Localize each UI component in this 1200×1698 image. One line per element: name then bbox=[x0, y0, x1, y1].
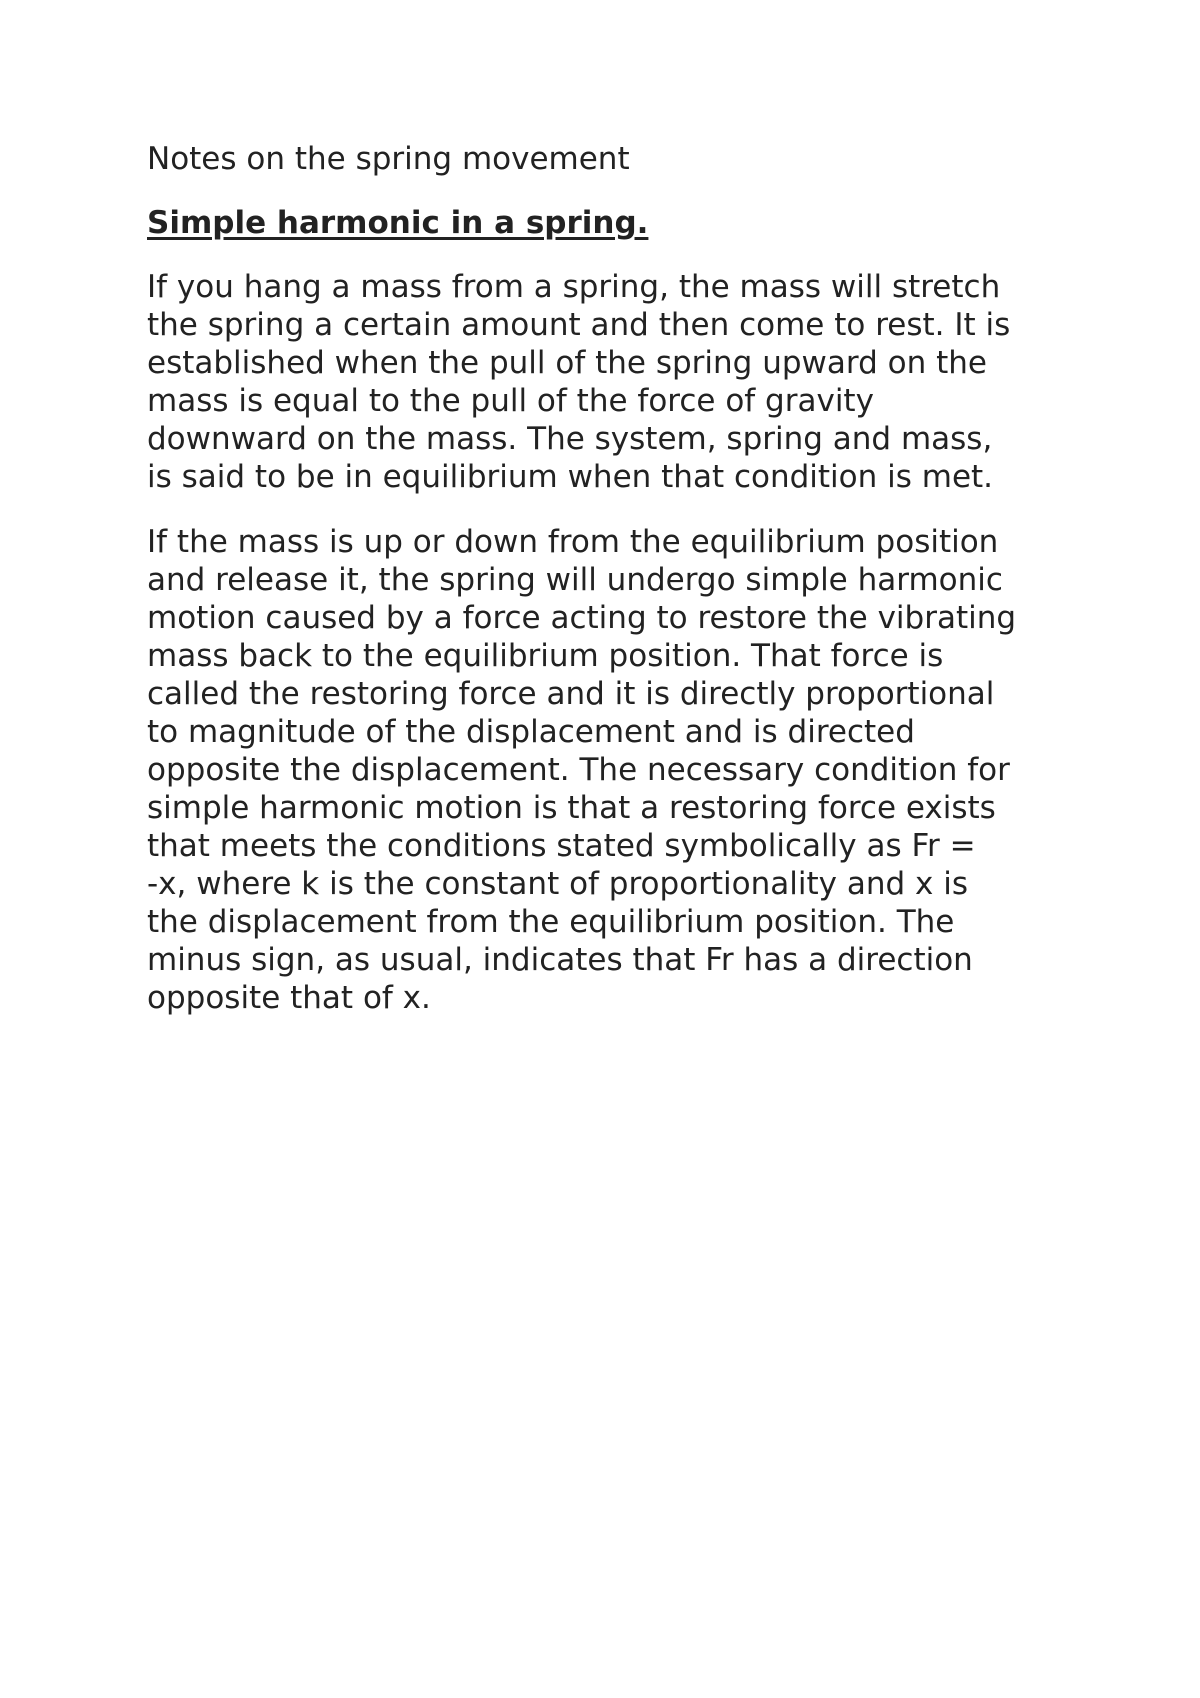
paragraph-line: mass is equal to the pull of the force of gravity bbox=[147, 383, 874, 419]
paragraph-line: minus sign, as usual, indicates that Fr has a direction bbox=[147, 942, 973, 978]
paragraph-line: motion caused by a force acting to restore the vibrating bbox=[147, 600, 1017, 636]
paragraph-line: called the restoring force and it is directly proportional bbox=[147, 676, 995, 712]
paragraph-2 bbox=[147, 523, 1077, 1017]
paragraph-line: If the mass is up or down from the equilibrium position bbox=[147, 524, 999, 560]
paragraph-line: and release it, the spring will undergo simple harmonic bbox=[147, 562, 1003, 598]
paragraph-line: mass back to the equilibrium position. That force is bbox=[147, 638, 944, 674]
paragraph-1 bbox=[147, 268, 1077, 496]
paragraph-line: simple harmonic motion is that a restoring force exists bbox=[147, 790, 996, 826]
document-page bbox=[147, 140, 1077, 1044]
paragraph-line: established when the pull of the spring upward on the bbox=[147, 345, 987, 381]
section-heading: Simple harmonic in a spring. bbox=[147, 205, 649, 241]
paragraph-line: opposite that of x. bbox=[147, 980, 431, 1016]
paragraph-line: the spring a certain amount and then come to rest. It is bbox=[147, 307, 1011, 343]
paragraph-line: -x, where k is the constant of proportionality and x is bbox=[147, 866, 969, 902]
paragraph-line: to magnitude of the displacement and is directed bbox=[147, 714, 915, 750]
paragraph-line: downward on the mass. The system, spring and mass, bbox=[147, 421, 993, 457]
paragraph-line: that meets the conditions stated symbolically as Fr = bbox=[147, 828, 976, 864]
note-title: Notes on the spring movement bbox=[147, 141, 630, 177]
paragraph-line: If you hang a mass from a spring, the mass will stretch bbox=[147, 269, 1001, 305]
paragraph-line: opposite the displacement. The necessary condition for bbox=[147, 752, 1010, 788]
paragraph-line: the displacement from the equilibrium position. The bbox=[147, 904, 955, 940]
paragraph-line: is said to be in equilibrium when that condition is met. bbox=[147, 459, 994, 495]
